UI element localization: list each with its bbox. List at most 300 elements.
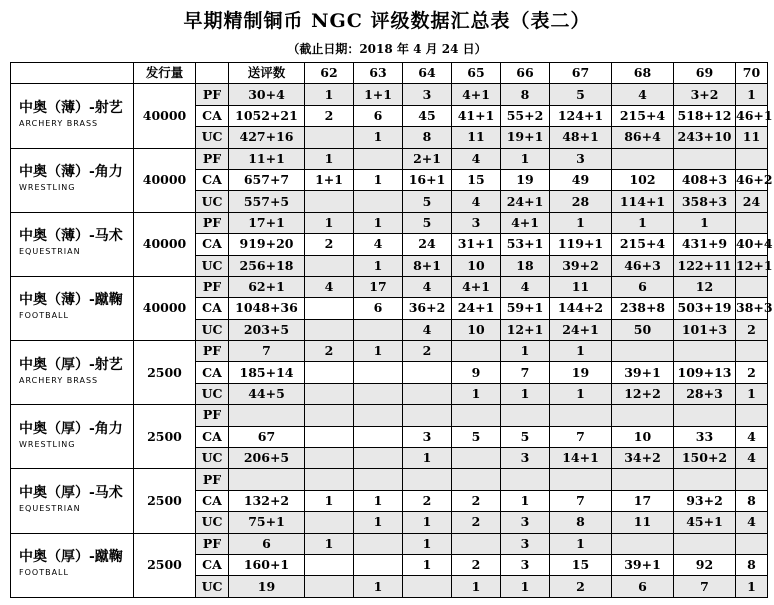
grade-count-67: 3 [550,148,612,169]
grade-count-62 [305,191,354,212]
grade-count-63: 6 [354,105,403,126]
grade-count-69: 45+1 [674,512,736,533]
grade-count-63: 17 [354,276,403,297]
coin-name-en: EQUESTRIAN [19,247,81,257]
grade-count-63 [354,533,403,554]
grade-type: PF [196,469,229,490]
grade-count-62: 1 [305,212,354,233]
issue-quantity: 2500 [134,341,196,405]
grade-count-66: 53+1 [501,234,550,255]
grade-count-68: 114+1 [612,191,674,212]
grade-count-68: 215+4 [612,105,674,126]
grade-count-63: 1 [354,490,403,511]
grade-count-64: 36+2 [403,298,452,319]
grade-count-62 [305,298,354,319]
grade-count-70: 11 [736,127,768,148]
grade-count-67: 1 [550,533,612,554]
grade-count-64: 16+1 [403,169,452,190]
grade-count-67: 1 [550,383,612,404]
grade-count-69: 503+19 [674,298,736,319]
grade-count-65: 4+1 [452,84,501,105]
grade-count-69: 358+3 [674,191,736,212]
header-grade-70: 70 [736,63,768,84]
issue-quantity: 40000 [134,148,196,212]
grade-count-65: 4+1 [452,276,501,297]
grade-count-62 [305,362,354,383]
grade-type: PF [196,276,229,297]
submitted-count: 203+5 [229,319,305,340]
grade-count-64: 1 [403,512,452,533]
grade-count-69 [674,148,736,169]
grade-count-67: 1 [550,341,612,362]
header-grade-65: 65 [452,63,501,84]
coin-name-zh: 中奥（厚）-角力 [19,420,123,437]
grade-count-70: 46+1 [736,105,768,126]
grade-count-67: 28 [550,191,612,212]
grade-count-65 [452,405,501,426]
grade-count-67: 7 [550,490,612,511]
grade-count-62 [305,576,354,597]
grade-count-66: 1 [501,383,550,404]
table-row [11,341,768,362]
grade-count-62 [305,512,354,533]
submitted-count: 62+1 [229,276,305,297]
grade-count-62: 1 [305,148,354,169]
grade-count-62 [305,554,354,575]
grade-count-69: 150+2 [674,448,736,469]
issue-quantity: 40000 [134,276,196,340]
coin-name-zh: 中奥（薄）-马术 [19,228,123,245]
coin-name [11,341,134,405]
grade-type: CA [196,490,229,511]
grade-count-64: 8+1 [403,255,452,276]
grade-count-65: 1 [452,383,501,404]
coin-name-zh: 中奥（薄）-蹴鞠 [19,292,123,309]
cutoff-date: （截止日期：2018 年 4 月 24 日） [287,42,487,56]
grade-count-68 [612,148,674,169]
grade-count-64: 5 [403,212,452,233]
grade-count-65: 11 [452,127,501,148]
coin-name-en: EQUESTRIAN [19,504,81,513]
grade-type: CA [196,169,229,190]
grade-count-66: 3 [501,512,550,533]
submitted-count: 1052+21 [229,105,305,126]
submitted-count: 44+5 [229,383,305,404]
table-row [11,212,768,233]
grade-count-62: 2 [305,105,354,126]
submitted-count: 11+1 [229,148,305,169]
header-grade-68: 68 [612,63,674,84]
grade-count-67: 19 [550,362,612,383]
grade-count-62 [305,127,354,148]
header-row [11,63,768,84]
grade-count-69: 3+2 [674,84,736,105]
grade-count-65: 41+1 [452,105,501,126]
coin-name [11,212,134,276]
grade-count-64: 3 [403,426,452,447]
grade-count-67 [550,469,612,490]
grade-type: PF [196,84,229,105]
grade-count-67: 144+2 [550,298,612,319]
grade-type: UC [196,512,229,533]
grade-count-68: 238+8 [612,298,674,319]
submitted-count: 19 [229,576,305,597]
grade-count-68: 12+2 [612,383,674,404]
grade-count-70: 1 [736,383,768,404]
header-issue: 发行量 [134,63,196,84]
grade-count-63 [354,383,403,404]
grade-count-68: 39+1 [612,554,674,575]
header-grade-62: 62 [305,63,354,84]
issue-quantity: 2500 [134,533,196,597]
grade-count-67: 15 [550,554,612,575]
grade-count-66: 3 [501,554,550,575]
grade-count-70: 12+1 [736,255,768,276]
grade-count-70 [736,276,768,297]
grade-count-68: 4 [612,84,674,105]
grade-count-63 [354,319,403,340]
grade-count-63 [354,191,403,212]
grade-count-70: 4 [736,448,768,469]
coin-name [11,533,134,597]
grade-count-66: 3 [501,533,550,554]
grade-count-63: 1 [354,255,403,276]
grade-count-69: 243+10 [674,127,736,148]
grade-count-62: 1 [305,490,354,511]
grade-count-63 [354,426,403,447]
table-row [11,533,768,554]
grade-count-65: 1 [452,576,501,597]
grade-count-62 [305,383,354,404]
coin-name [11,405,134,469]
grade-count-63: 1 [354,127,403,148]
grade-count-65: 9 [452,362,501,383]
submitted-count: 256+18 [229,255,305,276]
grade-count-62 [305,405,354,426]
coin-name-en: FOOTBALL [19,311,69,321]
grade-count-68 [612,533,674,554]
grade-count-65: 5 [452,426,501,447]
grade-count-66: 19 [501,169,550,190]
grade-count-69: 92 [674,554,736,575]
grade-count-63 [354,148,403,169]
grade-count-68 [612,469,674,490]
grade-count-63 [354,554,403,575]
grade-count-66 [501,405,550,426]
grade-count-64 [403,576,452,597]
grade-count-70 [736,469,768,490]
table-row [11,469,768,490]
submitted-count [229,469,305,490]
grade-count-69: 33 [674,426,736,447]
grade-count-62: 2 [305,234,354,255]
grade-count-62 [305,448,354,469]
grade-count-66: 5 [501,426,550,447]
grade-count-64: 1 [403,554,452,575]
grade-count-66: 1 [501,148,550,169]
grade-count-70 [736,148,768,169]
grade-count-64 [403,469,452,490]
issue-quantity: 40000 [134,84,196,148]
grade-count-65: 31+1 [452,234,501,255]
grade-count-68: 6 [612,276,674,297]
grade-count-66: 24+1 [501,191,550,212]
grade-count-70: 40+4 [736,234,768,255]
coin-name [11,84,134,148]
grade-count-69: 408+3 [674,169,736,190]
coin-name [11,148,134,212]
grade-count-64 [403,362,452,383]
grade-type: UC [196,191,229,212]
grade-count-65 [452,533,501,554]
grade-count-68: 10 [612,426,674,447]
grade-count-62 [305,255,354,276]
grade-count-68: 1 [612,212,674,233]
grade-count-65: 24+1 [452,298,501,319]
coin-name-en: FOOTBALL [19,568,69,578]
grade-count-64: 4 [403,276,452,297]
grading-table [10,62,773,598]
grade-count-66: 3 [501,448,550,469]
grade-type: UC [196,255,229,276]
grade-count-64: 2 [403,341,452,362]
grade-count-66: 8 [501,84,550,105]
grade-type: PF [196,212,229,233]
coin-name-zh: 中奥（厚）-射艺 [19,356,123,373]
grade-count-67: 8 [550,512,612,533]
grade-count-67: 124+1 [550,105,612,126]
table-row [11,276,768,297]
coin-name-zh: 中奥（厚）-蹴鞠 [19,549,123,566]
grade-count-65: 15 [452,169,501,190]
grade-type: UC [196,127,229,148]
grade-count-66: 7 [501,362,550,383]
submitted-count: 67 [229,426,305,447]
issue-quantity: 2500 [134,469,196,533]
grade-count-70 [736,533,768,554]
grade-count-67: 2 [550,576,612,597]
grade-count-67: 24+1 [550,319,612,340]
submitted-count: 7 [229,341,305,362]
submitted-count: 75+1 [229,512,305,533]
coin-name-en: WRESTLING [19,439,76,449]
grade-count-62: 2 [305,341,354,362]
grade-type: CA [196,426,229,447]
grade-count-66: 1 [501,490,550,511]
grade-count-66: 1 [501,576,550,597]
grade-count-64: 5 [403,191,452,212]
grade-count-65: 4 [452,148,501,169]
coin-name-en: ARCHERY BRASS [19,118,99,128]
grade-count-69: 518+12 [674,105,736,126]
grade-count-62: 1 [305,84,354,105]
grade-count-65 [452,341,501,362]
submitted-count: 132+2 [229,490,305,511]
grade-count-70: 8 [736,554,768,575]
grade-count-67: 1 [550,212,612,233]
grade-count-69: 12 [674,276,736,297]
header-submitted: 送评数 [229,63,305,84]
grade-count-66: 1 [501,341,550,362]
grade-count-69: 122+11 [674,255,736,276]
grade-count-67: 7 [550,426,612,447]
grade-count-62: 4 [305,276,354,297]
submitted-count: 6 [229,533,305,554]
grade-type: PF [196,341,229,362]
header-grade-67: 67 [550,63,612,84]
submitted-count: 919+20 [229,234,305,255]
grade-count-66: 4+1 [501,212,550,233]
grade-count-69: 7 [674,576,736,597]
grade-count-67: 11 [550,276,612,297]
grade-count-62: 1+1 [305,169,354,190]
grade-count-67: 14+1 [550,448,612,469]
coin-name-en: ARCHERY BRASS [19,375,99,385]
grade-count-63 [354,469,403,490]
submitted-count: 206+5 [229,448,305,469]
grade-count-63: 1+1 [354,84,403,105]
grade-type: UC [196,319,229,340]
grade-count-70: 4 [736,426,768,447]
grade-count-63: 4 [354,234,403,255]
grade-count-65: 2 [452,554,501,575]
grade-count-69 [674,469,736,490]
submitted-count: 557+5 [229,191,305,212]
grade-count-63: 1 [354,576,403,597]
grade-count-68: 215+4 [612,234,674,255]
grade-count-68: 6 [612,576,674,597]
grade-count-63: 1 [354,341,403,362]
grade-count-70: 2 [736,362,768,383]
grade-count-65: 2 [452,490,501,511]
grade-count-70: 1 [736,84,768,105]
coin-name-zh: 中奥（厚）-马术 [19,485,123,501]
grade-count-62: 1 [305,533,354,554]
grade-count-68: 102 [612,169,674,190]
grade-type: CA [196,105,229,126]
grade-type: PF [196,533,229,554]
grade-type: UC [196,383,229,404]
grade-count-65: 4 [452,191,501,212]
grade-type: CA [196,554,229,575]
header-grade-63: 63 [354,63,403,84]
grade-count-66: 4 [501,276,550,297]
grade-count-65 [452,448,501,469]
grade-count-70: 4 [736,512,768,533]
submitted-count: 1048+36 [229,298,305,319]
header-grade-69: 69 [674,63,736,84]
table-row [11,148,768,169]
grade-count-69: 109+13 [674,362,736,383]
grade-count-64: 4 [403,319,452,340]
grade-count-67: 49 [550,169,612,190]
grade-count-70: 2 [736,319,768,340]
grade-count-67: 48+1 [550,127,612,148]
grade-count-65: 10 [452,255,501,276]
grade-count-66: 18 [501,255,550,276]
grade-count-70 [736,405,768,426]
grade-count-69: 28+3 [674,383,736,404]
grade-count-64: 2 [403,490,452,511]
grade-count-67: 119+1 [550,234,612,255]
coin-name [11,276,134,340]
grade-count-69 [674,405,736,426]
grade-count-68: 50 [612,319,674,340]
issue-quantity: 40000 [134,212,196,276]
submitted-count: 30+4 [229,84,305,105]
grade-type: PF [196,405,229,426]
grade-count-69: 93+2 [674,490,736,511]
submitted-count: 657+7 [229,169,305,190]
grade-count-68: 17 [612,490,674,511]
grade-type: UC [196,576,229,597]
grade-count-64: 1 [403,448,452,469]
grade-type: CA [196,234,229,255]
grade-count-69: 431+9 [674,234,736,255]
grade-count-63: 1 [354,169,403,190]
grade-count-63 [354,405,403,426]
grade-count-63: 1 [354,212,403,233]
grade-count-69 [674,533,736,554]
coin-name-en: WRESTLING [19,183,76,193]
grade-count-68 [612,405,674,426]
grade-count-68: 46+3 [612,255,674,276]
grade-count-64 [403,383,452,404]
table-row [11,405,768,426]
issue-quantity: 2500 [134,405,196,469]
coin-name-zh: 中奥（薄）-射艺 [19,99,123,116]
grade-count-65: 10 [452,319,501,340]
grade-count-68: 39+1 [612,362,674,383]
grade-count-63: 1 [354,512,403,533]
grade-count-66 [501,469,550,490]
grade-count-70: 8 [736,490,768,511]
table-row [11,84,768,105]
submitted-count: 17+1 [229,212,305,233]
grade-count-67: 5 [550,84,612,105]
grade-count-69: 1 [674,212,736,233]
grade-count-64 [403,405,452,426]
grade-type: PF [196,148,229,169]
grade-type: CA [196,298,229,319]
grade-count-62 [305,319,354,340]
page-title: 早期精制铜币 NGC 评级数据汇总表（表二） [183,10,591,32]
grade-count-68 [612,341,674,362]
grade-count-65: 3 [452,212,501,233]
grade-count-66: 59+1 [501,298,550,319]
header-blank [11,63,134,84]
grade-count-68: 34+2 [612,448,674,469]
submitted-count: 185+14 [229,362,305,383]
header-grade-blank [196,63,229,84]
grade-count-63: 6 [354,298,403,319]
grade-count-64: 45 [403,105,452,126]
grade-count-64: 2+1 [403,148,452,169]
submitted-count [229,405,305,426]
header-grade-64: 64 [403,63,452,84]
submitted-count: 160+1 [229,554,305,575]
grade-count-68: 86+4 [612,127,674,148]
grade-count-65 [452,469,501,490]
grade-count-67 [550,405,612,426]
grade-count-67: 39+2 [550,255,612,276]
header-grade-66: 66 [501,63,550,84]
grade-type: UC [196,448,229,469]
grade-count-63 [354,448,403,469]
coin-name-zh: 中奥（薄）-角力 [19,164,123,181]
grade-count-65: 2 [452,512,501,533]
grade-count-68: 11 [612,512,674,533]
